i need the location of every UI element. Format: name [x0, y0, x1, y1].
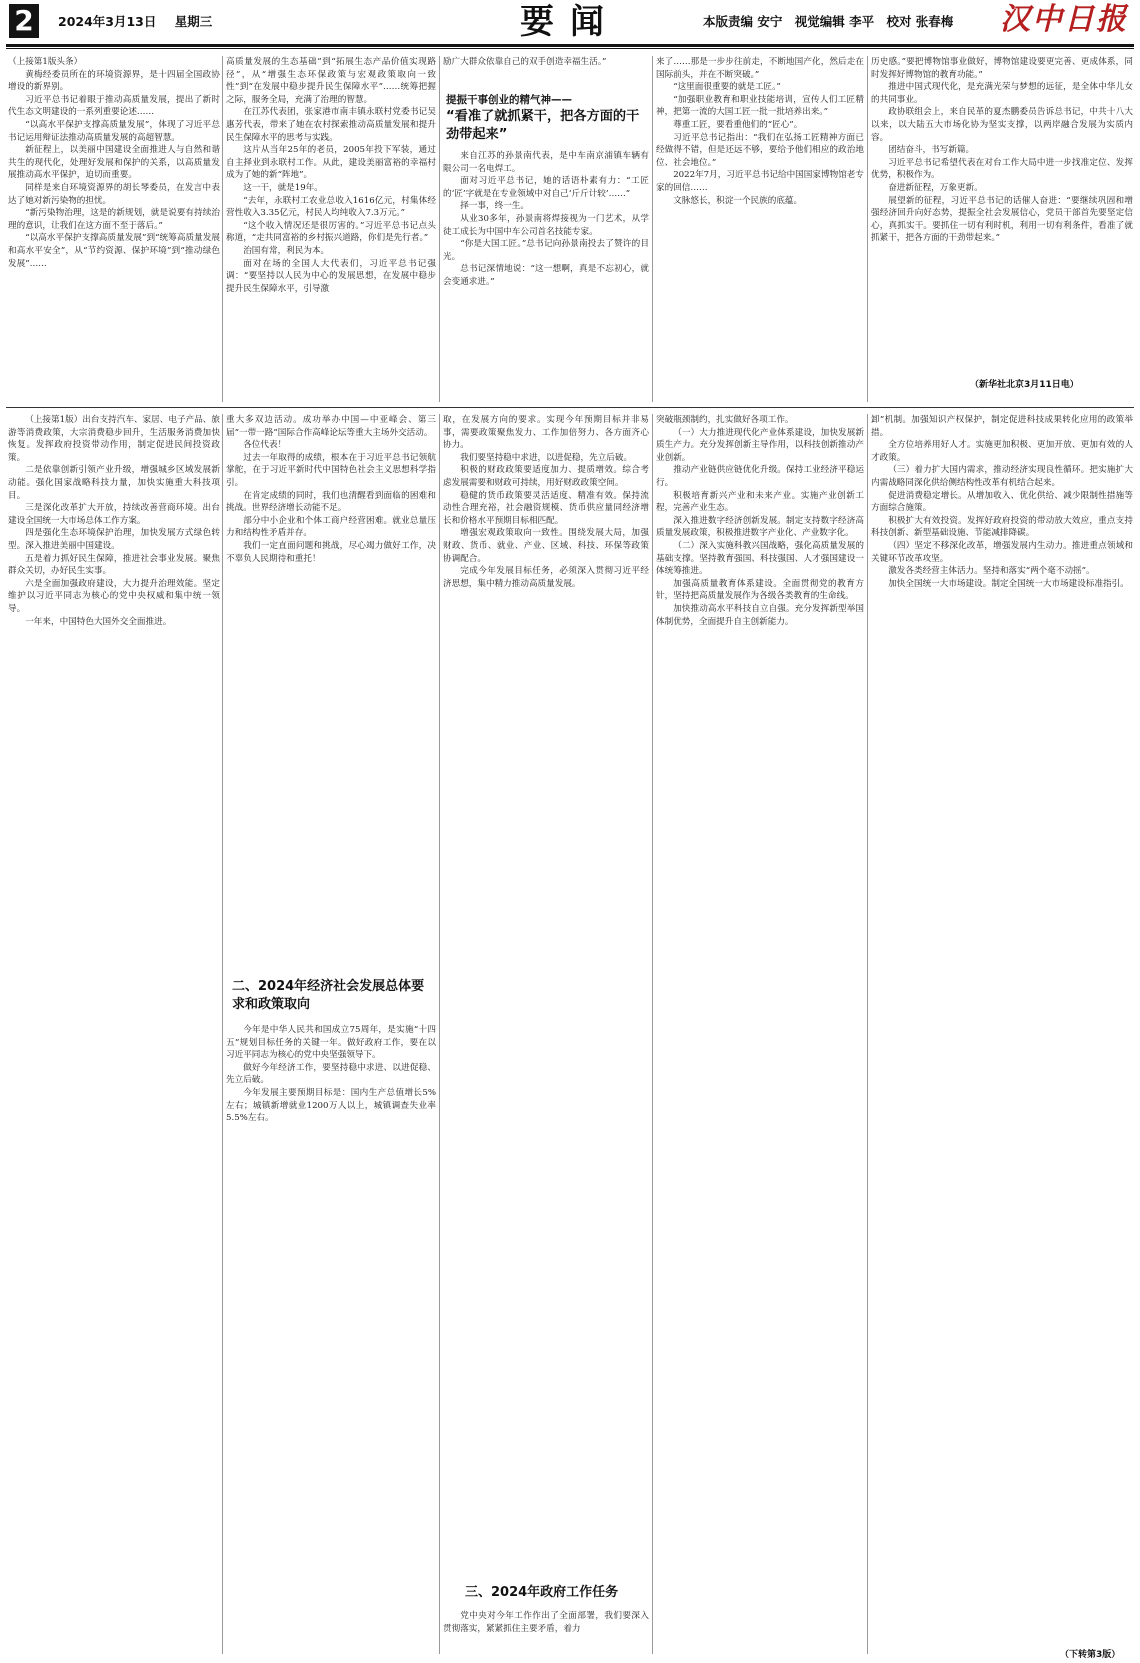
- bottom-column-2: [226, 414, 436, 964]
- article-byline: （新华社北京3月11日电）: [970, 380, 1079, 390]
- section-title: 要闻: [520, 2, 620, 42]
- bottom-column-4: [656, 414, 864, 1650]
- page-number: 2: [9, 4, 39, 38]
- continued-note: （下转第3版）: [1060, 1650, 1121, 1660]
- paragraph: 加强高质量教育体系建设。全面贯彻党的教育方针，坚持把高质量发展作为各级各类教育的生命线。: [656, 578, 864, 602]
- bottom-column-5: [871, 414, 1133, 1642]
- paragraph: 一年来，中国特色大国外交全面推进。: [25, 616, 172, 627]
- paragraph: 习近平总书记着眼于推动高质量发展，提出了新时代生态文明建设的一系列重要论述……: [8, 94, 220, 118]
- paragraph: 文脉悠长，积淀一个民族的底蕴。: [673, 195, 803, 206]
- paragraph: 高质量发展的生态基础”到“拓展生态产品价值实现路径”，从“增强生态环保政策与宏观政策取向一致性”到“在发展中稳步提升民生保障水平”……统筹把握之际，服务全局，充满了治理的智慧。: [226, 57, 436, 105]
- column-divider: [222, 56, 223, 402]
- bottom-column-3-continued: [443, 1610, 649, 1650]
- paragraph: 同样是来自环境资源界的胡长琴委员，在发言中表达了她对新污染物的担忧。: [8, 182, 220, 206]
- paragraph: （四）坚定不移深化改革，增强发展内生动力。推进重点领域和关键环节改革攻坚。: [871, 540, 1133, 564]
- paragraph: “新污染物治理，这是的新规划，就是说要有持续治理的意识，让我们在这方面不至于落后。”: [8, 208, 220, 231]
- paragraph: 来自江苏的孙景南代表，是中车南京浦镇车辆有限公司一名电焊工。: [443, 151, 649, 174]
- paragraph: 各位代表！: [243, 440, 287, 451]
- paragraph: 这片从当年25年的老员，2005年投下军装，通过自主择业到永联村工作。从此，建设美丽富裕的幸福村成为了她的新“阵地”。: [226, 145, 436, 181]
- paragraph: 择一事，终一生。: [460, 201, 529, 212]
- column-divider: [867, 414, 868, 1654]
- paragraph: 我们要坚持稳中求进，以进促稳，先立后破。: [460, 452, 633, 463]
- paragraph: 推进中国式现代化，是充满光荣与梦想的远征，是全体中华儿女的共同事业。: [871, 82, 1133, 105]
- masthead: [0, 0, 1140, 48]
- section-divider: [6, 407, 1134, 408]
- paragraph: 六是全面加强政府建设，大力提升治理效能。坚定维护以习近平同志为核心的党中央权威和集中统一领导。: [8, 578, 220, 614]
- paragraph: 二是依靠创新引领产业升级，增强城乡区域发展新动能。强化国家战略科技力量，加快实施重大科技项目。: [8, 465, 220, 501]
- paragraph: 团结奋斗，书写新篇。: [888, 145, 975, 156]
- paragraph: 今年发展主要预期目标是：国内生产总值增长5%左右；城镇新增就业1200万人以上，城镇调查失业率5.5%左右。: [226, 1087, 436, 1124]
- column-divider: [222, 414, 223, 1654]
- paragraph: 在肯定成绩的同时，我们也清醒看到面临的困难和挑战。世界经济增长动能不足。: [226, 490, 436, 514]
- paragraph: 加快全国统一大市场建设。制定全国统一大市场建设标准指引。: [888, 578, 1129, 589]
- paragraph: 2022年7月，习近平总书记给中国国家博物馆老专家的回信……: [656, 170, 864, 193]
- paragraph: 深入推进数字经济创新发展。制定支持数字经济高质量发展政策，积极推进数字产业化、产业数字化。: [656, 515, 864, 539]
- paragraph: 面对习近平总书记，她的话语朴素有力：“工匠的‘匠’字就是在专业领域中对自己‘斤斤计较’……”: [443, 176, 649, 199]
- top-column-1: [8, 56, 220, 402]
- paragraph: 突破瓶颈制约，扎实做好各项工作。: [656, 415, 794, 425]
- paragraph: 部分中小企业和个体工商户经营困难。就业总量压力和结构性矛盾并存。: [226, 515, 436, 539]
- paragraph: 总书记深情地说：“这一想啊，真是不忘初心，就会变通求进。”: [443, 264, 649, 287]
- paragraph: 激发各类经营主体活力。坚持和落实“两个毫不动摇”。: [888, 566, 1095, 577]
- top-column-3: [443, 150, 649, 402]
- top-column-3-lead: [443, 56, 649, 82]
- paragraph: 黄梅经委员所在的环境资源界，是十四届全国政协增设的新界别。: [8, 69, 220, 93]
- bottom-column-3: [443, 414, 649, 1574]
- paragraph: “加强职业教育和职业技能培训，宣传人们工匠精神，把第一流的大国工匠一批一批培养出来。”: [656, 94, 864, 118]
- paragraph: 面对在场的全国人大代表们，习近平总书记强调：“要坚持以人民为中心的发展思想，在发展中稳步提升民生保障水平，引导激: [226, 258, 436, 294]
- paragraph: 推动产业链供应链优化升级。保持工业经济平稳运行。: [656, 465, 864, 488]
- newspaper-logo: 汉中日报: [1000, 2, 1128, 37]
- paragraph: 加快推动高水平科技自立自强。充分发挥新型举国体制优势，全面提升自主创新能力。: [656, 603, 864, 627]
- paragraph: 卸”机制。加强知识产权保护，制定促进科技成果转化应用的政策举措。: [871, 415, 1133, 438]
- paragraph: 稳健的货币政策要灵活适度、精准有效。保持流动性合理充裕，社会融资规模、货币供应量同经济增长和价格水平预期目标相匹配。: [443, 490, 649, 526]
- masthead-rule-thin: [6, 48, 1134, 49]
- paragraph: 习近平总书记指出：“我们在弘扬工匠精神方面已经做得不错，但是还远不够，要给予他们相应的政治地位、社会地位。”: [656, 132, 864, 168]
- masthead-rule: [6, 44, 1134, 47]
- paragraph: 我们一定直面问题和挑战，尽心竭力做好工作，决不辜负人民期待和重托！: [226, 540, 436, 564]
- paragraph: “这个收入情况还是很厉害的。”习近平总书记点头称道，“走共同富裕的乡村振兴道路，你们是先行者。”: [226, 220, 436, 244]
- issue-weekday: 星期三: [174, 14, 213, 29]
- editor-credit: 本版责编 安宁: [703, 14, 783, 29]
- paragraph: 奋进新征程，万象更新。: [888, 182, 983, 193]
- paragraph: 习近平总书记希望代表在对台工作大局中进一步找准定位、发挥优势，积极作为。: [871, 157, 1133, 181]
- date-line: [58, 12, 226, 30]
- editor-credit: 校对 张春梅: [886, 14, 954, 29]
- top-column-5: [871, 56, 1133, 374]
- paragraph: （一）大力推进现代化产业体系建设，加快发展新质生产力。充分发挥创新主导作用，以科技创新推动产业创新。: [656, 427, 864, 463]
- paragraph: 积极培育新兴产业和未来产业。实施产业创新工程，完善产业生态。: [656, 490, 864, 514]
- column-divider: [652, 414, 653, 1654]
- paragraph: 三是深化改革扩大开放，持续改善营商环境。出台建设全国统一大市场总体工作方案。: [8, 503, 220, 526]
- column-divider: [867, 56, 868, 402]
- issue-date: 2024年3月13日: [58, 14, 157, 29]
- paragraph: 积极扩大有效投资。发挥好政府投资的带动放大效应，重点支持科技创新、新型基础设施、节能减排降碳。: [871, 515, 1133, 539]
- paragraph: 重大多双边活动。成功举办中国—中亚峰会、第三届“一带一路”国际合作高峰论坛等重大主场外交活动。: [226, 415, 436, 438]
- column-divider: [652, 56, 653, 402]
- paragraph: 取，在发展方向的要求。实现今年预期目标并非易事，需要政策聚焦发力、工作加倍努力、各方面齐心协力。: [443, 415, 649, 451]
- bottom-column-1: [8, 414, 220, 1644]
- bottom-column-2-continued: [226, 1024, 436, 1644]
- paragraph: 励广大群众依靠自己的双手创造幸福生活。”: [443, 57, 607, 67]
- paragraph: 全方位培养用好人才。实施更加积极、更加开放、更加有效的人才政策。: [871, 440, 1133, 463]
- paragraph: 来了……那是一步步往前走，不断地国产化，然后走在国际前头，并在不断突破。”: [656, 57, 864, 80]
- section-subhead: 二、2024年经济社会发展总体要求和政策取向: [232, 979, 425, 1012]
- paragraph: （上接第1版）出台支持汽车、家居、电子产品、旅游等消费政策，大宗消费稳步回升，生活服务消费加快恢复。发挥政府投资带动作用，制定促进民间投资政策。: [8, 415, 220, 463]
- paragraph: “这里面很重要的就是工匠。”: [673, 82, 781, 93]
- paragraph: 五是着力抓好民生保障，推进社会事业发展。聚焦群众关切，办好民生实事。: [8, 553, 220, 577]
- paragraph: （三）着力扩大国内需求，推动经济实现良性循环。把实施扩大内需战略同深化供给侧结构性改革有机结合起来。: [871, 465, 1133, 488]
- column-divider: [439, 56, 440, 402]
- paragraph: 四是强化生态环境保护治理，加快发展方式绿色转型。深入推进美丽中国建设。: [8, 528, 220, 551]
- top-column-4: [656, 56, 864, 402]
- article-headline: “看准了就抓紧干，把各方面的干劲带起来”: [446, 109, 640, 142]
- paragraph: 完成今年发展目标任务，必须深入贯彻习近平经济思想，集中精力推动高质量发展。: [443, 566, 649, 589]
- editor-credits: [703, 12, 961, 30]
- paragraph: 治国有常，利民为本。: [243, 245, 330, 256]
- paragraph: 过去一年取得的成绩，根本在于习近平总书记领航掌舵，在于习近平新时代中国特色社会主义思想科学指引。: [226, 452, 436, 488]
- paragraph: 这一干，就是19年。: [243, 182, 323, 193]
- editor-credit: 视觉编辑 李平: [794, 14, 875, 29]
- paragraph: 促进消费稳定增长。从增加收入、优化供给、减少限制性措施等方面综合施策。: [871, 490, 1133, 514]
- paragraph: 做好今年经济工作，要坚持稳中求进、以进促稳、先立后破。: [226, 1062, 436, 1086]
- column-divider: [439, 414, 440, 1654]
- top-column-2: [226, 56, 436, 402]
- section-subhead: 三、2024年政府工作任务: [465, 1585, 619, 1600]
- paragraph: “去年，永联村工农业总收入1616亿元，村集体经营性收入3.35亿元，村民人均纯收入7.3万元。”: [226, 195, 436, 219]
- paragraph: （二）深入实施科教兴国战略，强化高质量发展的基础支撑。坚持教育强国、科技强国、人才强国建设一体统筹推进。: [656, 540, 864, 577]
- paragraph: “你是大国工匠。”总书记向孙景南投去了赞许的目光。: [443, 239, 649, 262]
- paragraph: “以高水平保护支撑高质量发展”到“统筹高质量发展和高水平安全”，从“节约资源、保护环境”到“推动绿色发展”……: [8, 233, 220, 269]
- paragraph: 党中央对今年工作作出了全面部署，我们要深入贯彻落实，紧紧抓住主要矛盾，着力: [443, 1611, 649, 1634]
- paragraph: 展望新的征程，习近平总书记的话催人奋进：“要继续巩固和增强经济回升向好态势，提振全社会发展信心，党员干部首先要坚定信心，真抓实干。要抓住一切有利时机，利用一切有利条件，看准了就抓紧干，把各方面的干劲带起来。”: [871, 195, 1133, 244]
- paragraph: “以高水平保护支撑高质量发展”，体现了习近平总书记运用辩证法推动高质量发展的高超智慧。: [8, 119, 220, 143]
- paragraph: 政协联组会上，来自民革的夏杰鹏委员告诉总书记，中共十八大以来，以大陆五大市场化协为坚实支撑，以两岸融合发展为实质内容。: [871, 107, 1133, 143]
- paragraph: 从业30多年，孙景南将焊接视为一门艺术，从学徒工成长为中国中车公司首名技能专家。: [443, 213, 649, 237]
- article-kicker: 提振干事创业的精气神——: [446, 94, 572, 106]
- paragraph: 尊重工匠，要看重他们的“匠心”。: [673, 119, 803, 130]
- paragraph: 今年是中华人民共和国成立75周年，是实施“十四五”规划目标任务的关键一年。做好政府工作，要在以习近平同志为核心的党中央坚强领导下。: [226, 1025, 436, 1061]
- paragraph: 积极的财政政策要适度加力、提质增效。综合考虑发展需要和财政可持续，用好财政政策空间。: [443, 465, 649, 488]
- paragraph: 历史感。”要把博物馆事业做好，博物馆建设要更完善、更成体系，同时发挥好博物馆的教育功能。”: [871, 57, 1133, 80]
- paragraph: （上接第1版头条）: [8, 57, 83, 67]
- paragraph: 在江苏代表团，张家港市南丰镇永联村党委书记吴惠芳代表，带来了她在农村探索推动高质量发展和提升民生保障水平的思考与实践。: [226, 107, 436, 143]
- paragraph: 增强宏观政策取向一致性。围绕发展大局，加强财政、货币、就业、产业、区域、科技、环保等政策协调配合。: [443, 528, 649, 564]
- paragraph: 新征程上，以美丽中国建设全面推进人与自然和谐共生的现代化，处理好发展和保护的关系，以高质量发展推动高水平保护，迫切而重要。: [8, 145, 220, 181]
